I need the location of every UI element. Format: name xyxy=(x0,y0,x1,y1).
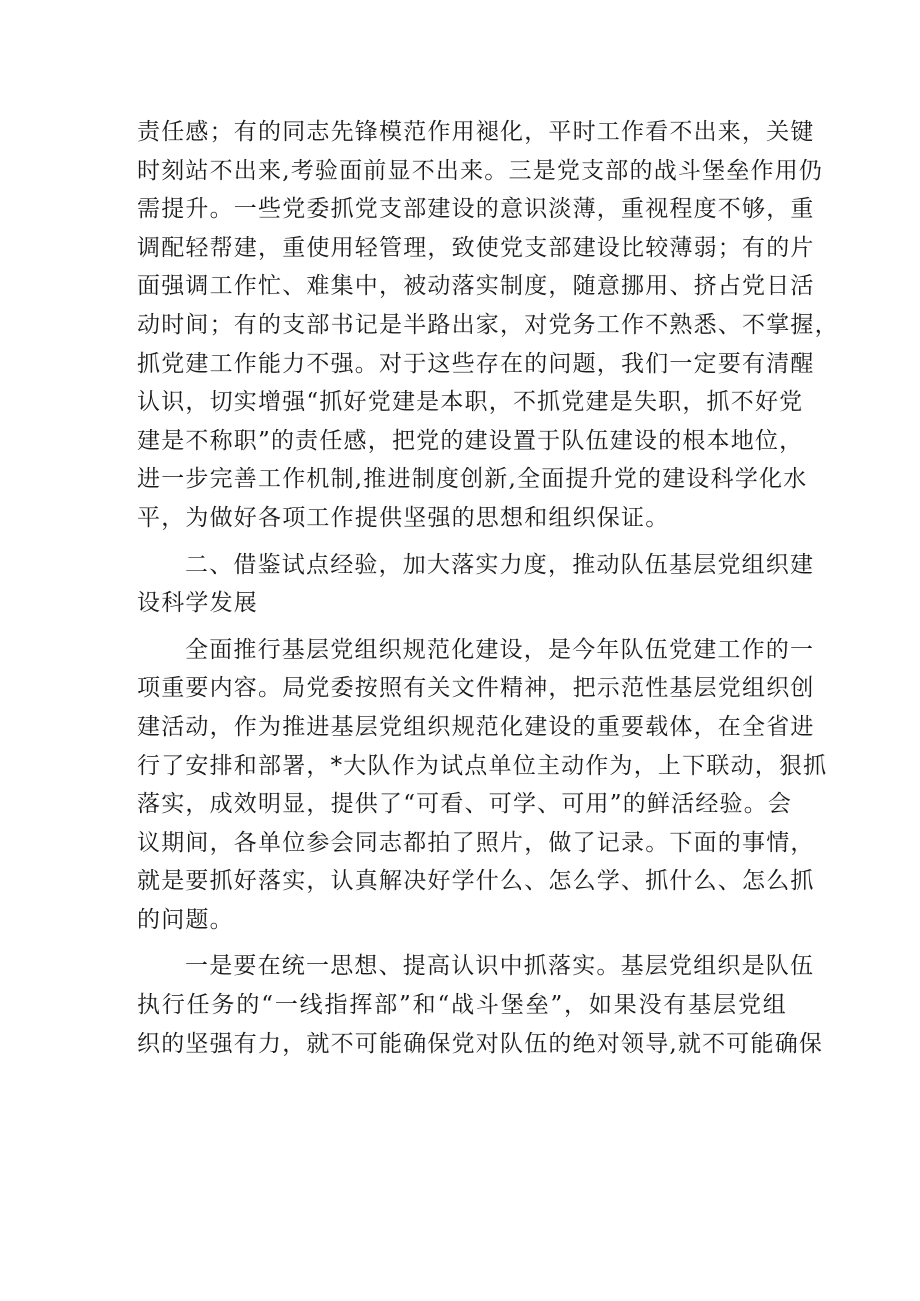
text-line: 的问题。 xyxy=(137,906,234,933)
text-line: 抓党建工作能力不强。对于这些存在的问题，我们一定要有清醒 xyxy=(137,350,815,377)
text-line: 项重要内容。局党委按照有关文件精神，把示范性基层党组织创 xyxy=(137,675,815,702)
text-line: 二、借鉴试点经验，加大落实力度，推动队伍基层党组织建 xyxy=(185,551,815,578)
text-line: 调配轻帮建，重使用轻管理，致使党支部建设比较薄弱；有的片 xyxy=(137,234,815,261)
text-line: 责任感；有的同志先锋模范作用褪化，平时工作看不出来，关键 xyxy=(137,119,815,145)
paragraph-gap xyxy=(137,623,787,631)
paragraph-gap xyxy=(137,538,787,546)
paragraph-4 xyxy=(137,947,824,1063)
paragraph-3 xyxy=(137,631,828,940)
text-line: 进一步完善工作机制,推进制度创新,全面提升党的建设科学化水 xyxy=(137,466,808,493)
section-heading xyxy=(137,546,815,623)
text-line: 议期间，各单位参会同志都拍了照片，做了记录。下面的事情， xyxy=(137,829,815,856)
text-line: 织的坚强有力，就不可能确保党对队伍的绝对领导,就不可能确保 xyxy=(137,1030,824,1057)
text-line: 建活动，作为推进基层党组织规范化建设的重要载体，在全省进 xyxy=(137,713,815,740)
text-line: 需提升。一些党委抓党支部建设的意识淡薄，重视程度不够，重 xyxy=(137,196,815,223)
text-line: 设科学发展 xyxy=(137,590,258,617)
text-line: 认识，切实增强“抓好党建是本职，不抓党建是失职，抓不好党 xyxy=(137,389,804,416)
text-line: 行了安排和部署，*大队作为试点单位主动作为，上下联动，狠抓 xyxy=(137,752,828,779)
text-line: 平，为做好各项工作提供坚强的思想和组织保证。 xyxy=(137,504,670,531)
paragraph-1 xyxy=(137,113,839,538)
paragraph-gap xyxy=(137,939,787,947)
document-body xyxy=(137,113,839,1063)
text-line: 时刻站不出来,考验面前显不出来。三是党支部的战斗堡垒作用仍 xyxy=(137,157,824,184)
text-line: 就是要抓好落实，认真解决好学什么、怎么学、抓什么、怎么抓 xyxy=(137,868,815,895)
text-line: 面强调工作忙、难集中，被动落实制度，随意挪用、挤占党日活 xyxy=(137,273,815,300)
text-line: 全面推行基层党组织规范化建设，是今年队伍党建工作的一 xyxy=(185,636,815,663)
text-line: 执行任务的“一线指挥部”和“战斗堡垒”，如果没有基层党组 xyxy=(137,992,787,1019)
text-line: 建是不称职”的责任感，把党的建设置于队伍建设的根本地位， xyxy=(137,427,804,454)
text-line: 一是要在统一思想、提高认识中抓落实。基层党组织是队伍 xyxy=(185,953,815,980)
text-line: 动时间；有的支部书记是半路出家，对党务工作不熟悉、不掌握， xyxy=(137,311,839,338)
text-line: 落实，成效明显，提供了“可看、可学、可用”的鲜活经验。会 xyxy=(137,791,793,818)
